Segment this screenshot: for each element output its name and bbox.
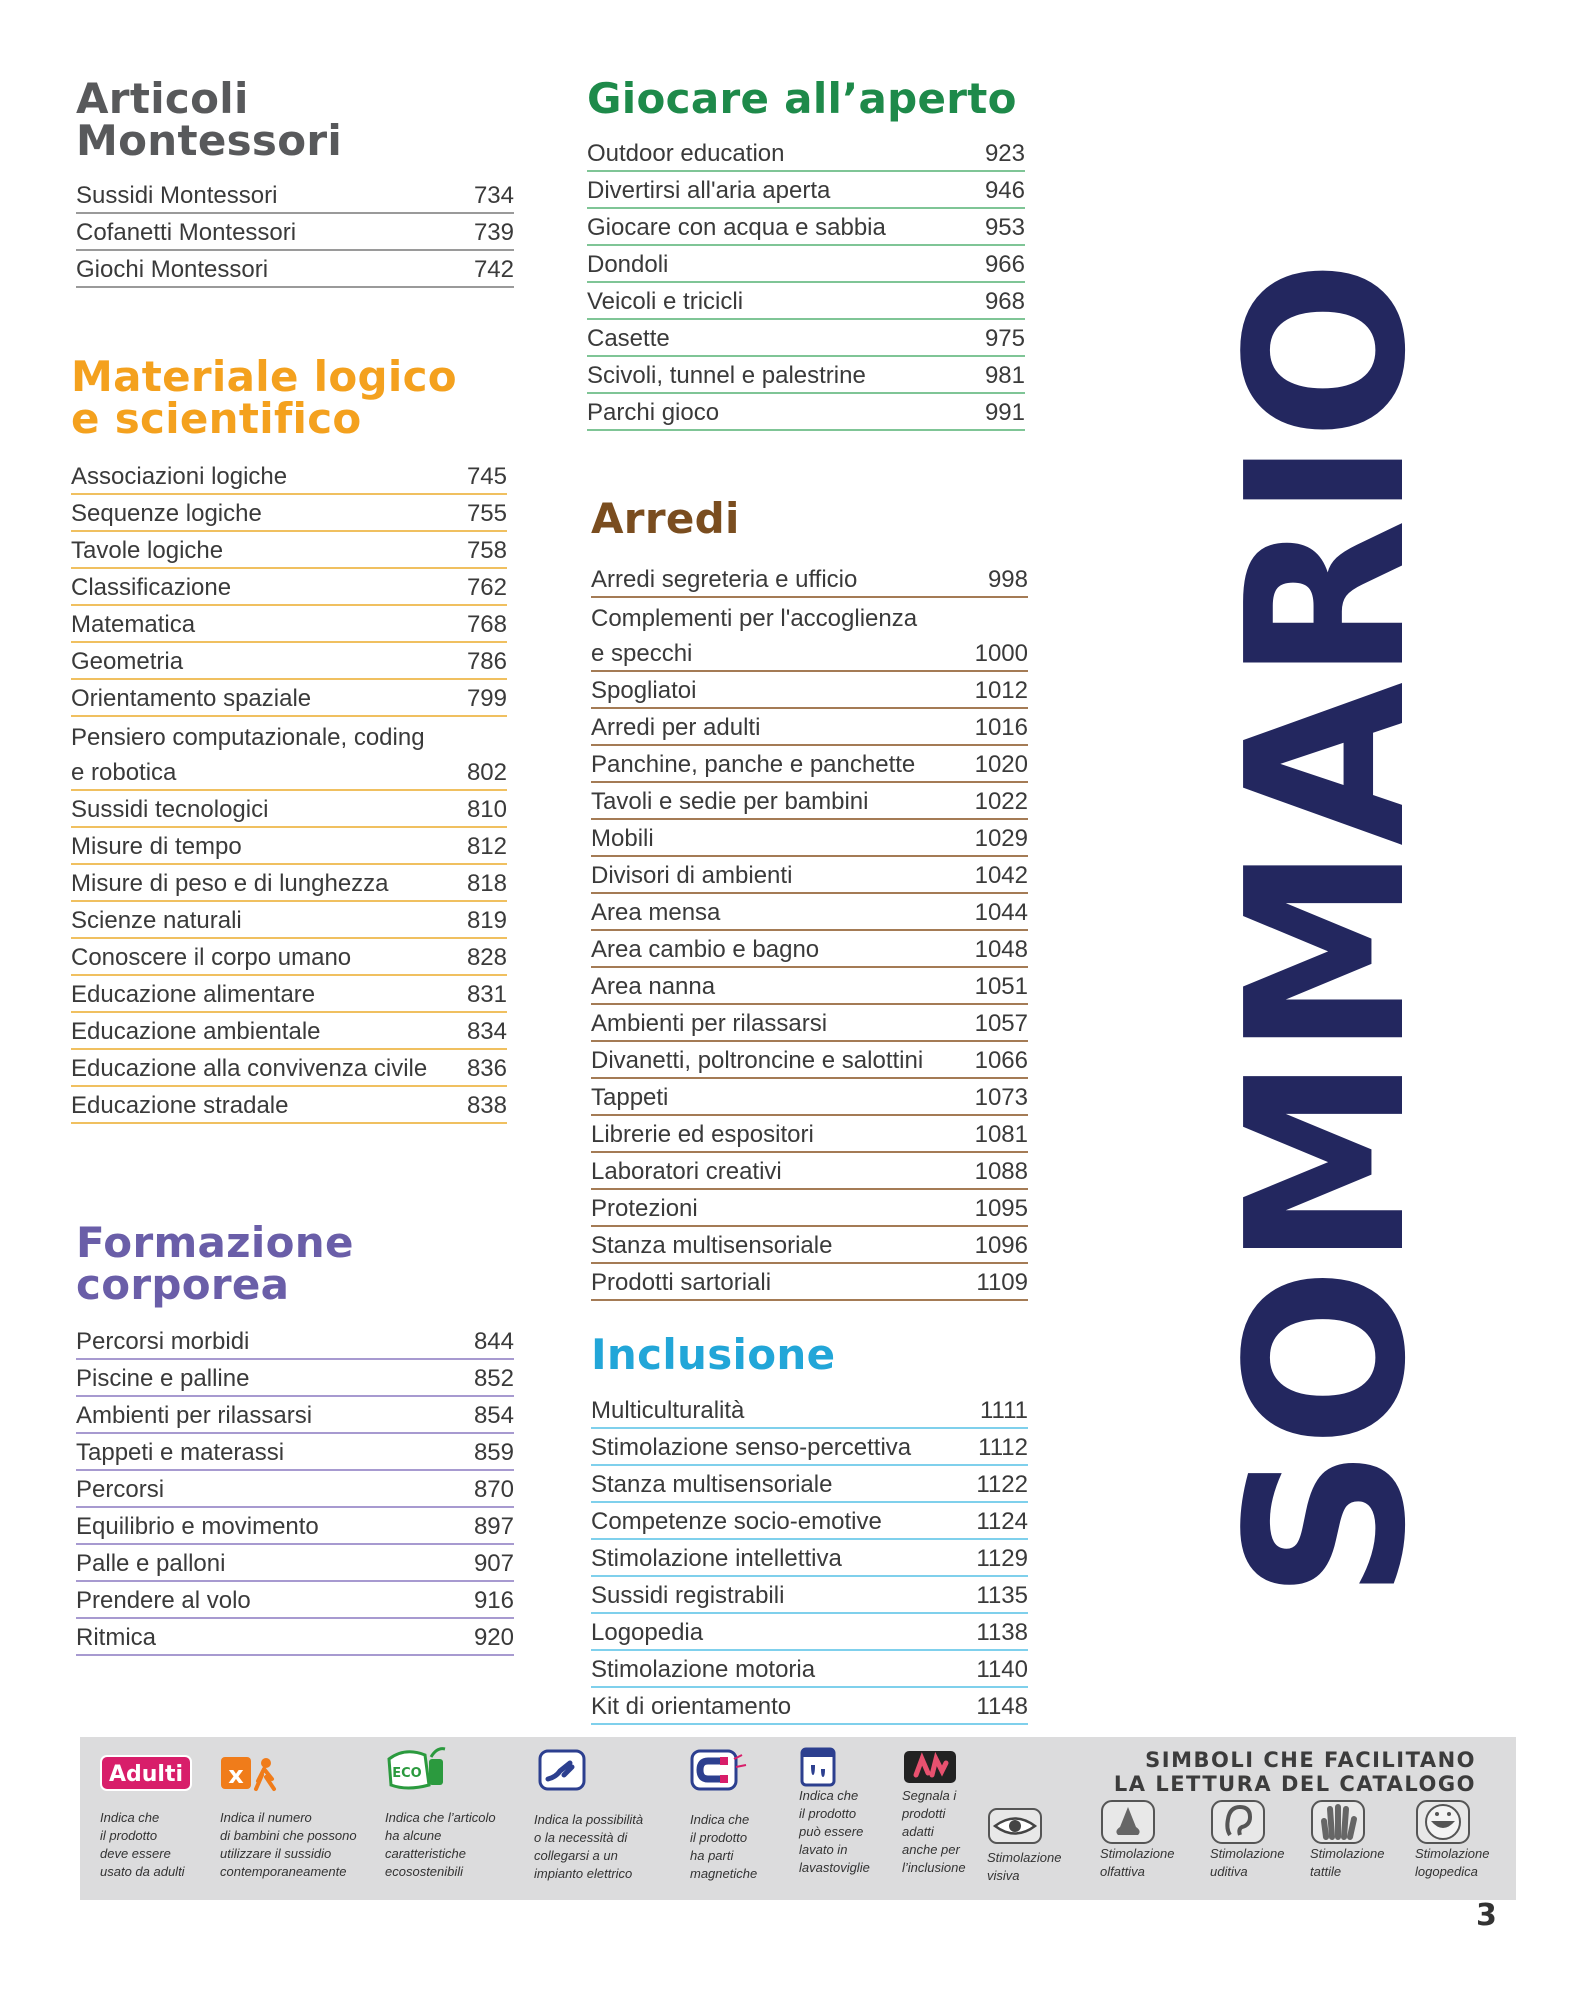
toc-entry (591, 1577, 1028, 1614)
symbol-description: Indica il numero di bambini che possono utilizzare il sussidio contemporaneamente (220, 1810, 357, 1879)
symbol-description: Indica che l’articolo ha alcune caratteristiche ecosostenibili (385, 1810, 496, 1879)
toc-entry-label: Matematica (71, 611, 196, 638)
mouth-icon (1415, 1799, 1471, 1845)
ear-icon (1210, 1799, 1266, 1845)
toc-entry-page: 1081 (974, 1121, 1028, 1148)
svg-text:ECO: ECO (392, 1766, 422, 1781)
toc-entry-page: 870 (473, 1476, 514, 1503)
sommario-text: SOMMARIO (1201, 220, 1454, 1600)
toc-list (587, 135, 1025, 431)
toc-entry-page: 758 (466, 537, 507, 564)
svg-text:x: x (228, 1761, 244, 1789)
toc-list (71, 458, 507, 1124)
toc-entry (71, 1013, 507, 1050)
toc-entry-label: Conoscere il corpo umano (71, 944, 352, 971)
toc-entry-label: Ambienti per rilassarsi (591, 1010, 828, 1037)
nose-icon (1100, 1799, 1156, 1845)
toc-entry (591, 1614, 1028, 1651)
symbols-legend (80, 1737, 1516, 1900)
toc-entry-page: 1112 (978, 1434, 1028, 1461)
toc-entry-page: 852 (473, 1365, 514, 1392)
symbol-description: Stimolazione uditiva (1210, 1846, 1285, 1879)
toc-entry (591, 783, 1028, 820)
symbol-description: Stimolazione logopedica (1415, 1846, 1490, 1879)
toc-entry-page: 1029 (974, 825, 1028, 852)
toc-entry-page: 755 (466, 500, 507, 527)
adulti-icon (100, 1755, 192, 1791)
toc-entry (587, 357, 1025, 394)
toc-entry-label: Casette (587, 325, 670, 352)
toc-list (76, 177, 514, 288)
toc-entry-page: 818 (466, 870, 507, 897)
toc-entry (76, 1619, 514, 1656)
symbol-description: Segnala i prodotti adatti anche per l’inclusione (902, 1788, 966, 1875)
children-count-icon (220, 1755, 280, 1793)
toc-entry-label: Associazioni logiche (71, 463, 288, 490)
toc-entry (591, 1116, 1028, 1153)
toc-entry-label: Prodotti sartoriali (591, 1269, 772, 1296)
symbol-description: Indica la possibilità o la necessità di collegarsi a un impianto elettrico (534, 1812, 644, 1881)
toc-entry-page: 1135 (976, 1582, 1028, 1609)
toc-entry-page: 859 (473, 1439, 514, 1466)
toc-entry-label: Protezioni (591, 1195, 698, 1222)
toc-entry-label: e specchi (591, 640, 693, 667)
toc-entry (76, 1434, 514, 1471)
symbol-eco (385, 1745, 496, 1881)
toc-entry-label: Pensiero computazionale, coding (71, 724, 425, 751)
toc-entry-page: 975 (984, 325, 1025, 352)
toc-entry-page: 1022 (974, 788, 1028, 815)
symbol-description: Indica che il prodotto ha parti magnetiche (690, 1812, 758, 1881)
toc-entry-label: Educazione stradale (71, 1092, 289, 1119)
toc-entry-label: Sussidi Montessori (76, 182, 278, 209)
section-title: Articoli Montessori (76, 74, 343, 165)
toc-entry-label: Orientamento spaziale (71, 685, 312, 712)
page-number: 3 (1476, 1898, 1497, 1933)
toc-entry (591, 857, 1028, 894)
legend-title: SIMBOLI CHE FACILITANO LA LETTURA DEL CATALOGO (1113, 1748, 1476, 1796)
toc-entry-label: Classificazione (71, 574, 232, 601)
toc-entry-page: 739 (473, 219, 514, 246)
toc-entry-label: Outdoor education (587, 140, 785, 167)
toc-entry-page: 1051 (974, 973, 1028, 1000)
symbol-olfattiva (1100, 1799, 1174, 1881)
toc-entry-label: Scivoli, tunnel e palestrine (587, 362, 866, 389)
toc-list (591, 561, 1028, 1301)
toc-entry-page: 799 (466, 685, 507, 712)
toc-entry-page: 907 (473, 1550, 514, 1577)
section-title: Arredi (591, 494, 740, 543)
symbol-magnetic (690, 1749, 757, 1883)
toc-entry-page: 1016 (974, 714, 1028, 741)
hand-icon (1310, 1799, 1366, 1845)
toc-entry (591, 1153, 1028, 1190)
toc-entry-page: 1044 (974, 899, 1028, 926)
magnet-icon (690, 1749, 750, 1791)
toc-entry-label: Complementi per l'accoglienza (591, 605, 918, 632)
toc-entry-page: 1129 (976, 1545, 1028, 1572)
toc-entry-page: 834 (466, 1018, 507, 1045)
toc-entry-page: 768 (466, 611, 507, 638)
toc-entry-label: Dondoli (587, 251, 669, 278)
toc-entry-label: Sussidi tecnologici (71, 796, 269, 823)
symbol-uditiva (1210, 1799, 1284, 1881)
toc-entry (587, 283, 1025, 320)
toc-entry-label: Misure di tempo (71, 833, 242, 860)
toc-entry-page: 1000 (974, 640, 1028, 667)
eco-icon (385, 1745, 449, 1791)
symbol-tattile (1310, 1799, 1384, 1881)
toc-entry (71, 495, 507, 532)
toc-entry-label: Sequenze logiche (71, 500, 262, 527)
toc-entry (71, 680, 507, 717)
toc-entry-page: 923 (984, 140, 1025, 167)
toc-entry (71, 606, 507, 643)
toc-entry-label: Geometria (71, 648, 184, 675)
toc-entry-label: Arredi per adulti (591, 714, 761, 741)
toc-entry-page: 981 (984, 362, 1025, 389)
toc-entry (591, 1190, 1028, 1227)
symbol-adulti (100, 1755, 192, 1881)
toc-entry-page: 762 (466, 574, 507, 601)
toc-entry (71, 754, 507, 791)
toc-entry-page: 1057 (974, 1010, 1028, 1037)
toc-entry (71, 902, 507, 939)
toc-entry (76, 251, 514, 288)
toc-entry (76, 1545, 514, 1582)
toc-entry-page: 745 (466, 463, 507, 490)
toc-entry (71, 828, 507, 865)
toc-entry-page: 1109 (976, 1269, 1028, 1296)
toc-entry-page: 1140 (976, 1656, 1028, 1683)
toc-entry-label: Educazione alla convivenza civile (71, 1055, 428, 1082)
toc-entry-label: Ritmica (76, 1624, 157, 1651)
toc-entry (587, 246, 1025, 283)
toc-entry-label: Spogliatoi (591, 677, 697, 704)
toc-entry (591, 1540, 1028, 1577)
toc-entry-page: 1048 (974, 936, 1028, 963)
toc-entry-page: 1122 (976, 1471, 1028, 1498)
toc-entry (591, 1005, 1028, 1042)
toc-entry-page: 916 (473, 1587, 514, 1614)
toc-entry (587, 394, 1025, 431)
toc-list (591, 1392, 1028, 1725)
toc-entry-label: Divertirsi all'aria aperta (587, 177, 831, 204)
toc-entry (591, 561, 1028, 598)
toc-entry (591, 1227, 1028, 1264)
toc-entry-label: Ambienti per rilassarsi (76, 1402, 313, 1429)
toc-entry-label: Percorsi morbidi (76, 1328, 250, 1355)
toc-entry-label: Giocare con acqua e sabbia (587, 214, 886, 241)
toc-entry-page: 836 (466, 1055, 507, 1082)
toc-entry (76, 1323, 514, 1360)
toc-entry-page: 1066 (974, 1047, 1028, 1074)
section-articoli-montessori (76, 74, 514, 288)
toc-entry (591, 1264, 1028, 1301)
symbol-description: Stimolazione visiva (987, 1850, 1062, 1883)
toc-entry-page: 1138 (976, 1619, 1028, 1646)
toc-entry-page: 1096 (974, 1232, 1028, 1259)
section-inclusione (591, 1330, 1028, 1725)
toc-entry-page: 920 (473, 1624, 514, 1651)
toc-entry-page: 734 (473, 182, 514, 209)
toc-entry-label: Stanza multisensoriale (591, 1471, 833, 1498)
toc-entry (591, 709, 1028, 746)
toc-entry-page: 897 (473, 1513, 514, 1540)
toc-entry-label: Percorsi (76, 1476, 165, 1503)
toc-entry-label: Mobili (591, 825, 654, 852)
toc-entry-label: Educazione ambientale (71, 1018, 321, 1045)
toc-entry (591, 1079, 1028, 1116)
toc-entry (71, 791, 507, 828)
toc-entry (76, 1508, 514, 1545)
toc-entry (591, 1392, 1028, 1429)
toc-entry (587, 172, 1025, 209)
section-title: Inclusione (591, 1330, 836, 1379)
toc-entry (591, 635, 1028, 672)
toc-entry-label: Stimolazione senso-percettiva (591, 1434, 912, 1461)
toc-entry (591, 1042, 1028, 1079)
toc-entry-label: Stanza multisensoriale (591, 1232, 833, 1259)
toc-entry (591, 1429, 1028, 1466)
toc-entry (591, 1466, 1028, 1503)
toc-entry-page: 844 (473, 1328, 514, 1355)
toc-entry (591, 672, 1028, 709)
toc-entry (71, 717, 507, 754)
toc-entry (591, 1651, 1028, 1688)
section-title: Materiale logico e scientifico (71, 352, 457, 443)
toc-entry-page: 1042 (974, 862, 1028, 889)
toc-entry-page: 1124 (976, 1508, 1028, 1535)
toc-entry-label: Divisori di ambienti (591, 862, 793, 889)
toc-entry-label: Misure di peso e di lunghezza (71, 870, 389, 897)
toc-entry (71, 643, 507, 680)
symbol-logopedica (1415, 1799, 1489, 1881)
toc-entry-label: Multiculturalità (591, 1397, 745, 1424)
toc-entry (591, 820, 1028, 857)
inclusion-icon (902, 1749, 960, 1785)
section-title: Giocare all’aperto (587, 74, 1017, 123)
toc-entry-label: Scienze naturali (71, 907, 242, 934)
toc-entry-page: 966 (984, 251, 1025, 278)
toc-entry (591, 894, 1028, 931)
toc-entry-page: 819 (466, 907, 507, 934)
toc-entry-label: Tappeti (591, 1084, 669, 1111)
toc-entry (71, 939, 507, 976)
toc-entry (591, 1688, 1028, 1725)
electric-plug-icon (534, 1749, 590, 1791)
toc-entry (587, 320, 1025, 357)
toc-entry-label: Area cambio e bagno (591, 936, 820, 963)
toc-entry-page: 1012 (974, 677, 1028, 704)
toc-entry-page: 1073 (974, 1084, 1028, 1111)
toc-entry (591, 931, 1028, 968)
toc-entry-label: Equilibrio e movimento (76, 1513, 319, 1540)
toc-entry (76, 177, 514, 214)
symbol-visiva (987, 1807, 1061, 1885)
toc-entry (71, 569, 507, 606)
toc-entry-label: Palle e palloni (76, 1550, 226, 1577)
toc-entry-page: 1111 (979, 1397, 1028, 1424)
section-title: Formazione corporea (76, 1218, 354, 1309)
toc-entry (591, 598, 1028, 635)
toc-entry-label: Veicoli e tricicli (587, 288, 744, 315)
toc-entry-label: Tappeti e materassi (76, 1439, 285, 1466)
toc-entry-label: Cofanetti Montessori (76, 219, 297, 246)
toc-entry-page: 854 (473, 1402, 514, 1429)
toc-entry-label: Educazione alimentare (71, 981, 316, 1008)
toc-entry-page: 786 (466, 648, 507, 675)
symbol-description: Indica che il prodotto deve essere usato da adulti (100, 1810, 185, 1879)
toc-entry (591, 746, 1028, 783)
toc-list (76, 1323, 514, 1656)
toc-entry (591, 1503, 1028, 1540)
toc-entry-label: Logopedia (591, 1619, 704, 1646)
toc-entry-label: Piscine e palline (76, 1365, 250, 1392)
toc-entry-label: Tavole logiche (71, 537, 224, 564)
toc-entry (71, 976, 507, 1013)
toc-entry-label: Divanetti, poltroncine e salottini (591, 1047, 924, 1074)
dishwasher-icon (799, 1747, 839, 1787)
toc-entry-page: 1088 (974, 1158, 1028, 1185)
toc-entry-label: Giochi Montessori (76, 256, 269, 283)
toc-entry-page: 953 (984, 214, 1025, 241)
toc-entry-page: 1020 (974, 751, 1028, 778)
toc-entry-label: Sussidi registrabili (591, 1582, 785, 1609)
toc-entry (71, 865, 507, 902)
toc-entry-page: 831 (466, 981, 507, 1008)
toc-entry-label: Panchine, panche e panchette (591, 751, 916, 778)
toc-entry-label: Prendere al volo (76, 1587, 251, 1614)
toc-entry (76, 1471, 514, 1508)
section-materiale-logico (71, 352, 507, 1124)
symbol-description: Stimolazione tattile (1310, 1846, 1385, 1879)
toc-entry-page: 828 (466, 944, 507, 971)
toc-entry-page: 991 (984, 399, 1025, 426)
toc-entry-page: 838 (466, 1092, 507, 1119)
toc-entry (76, 1360, 514, 1397)
symbol-electric (534, 1749, 643, 1883)
symbol-dishwasher (799, 1747, 870, 1877)
toc-entry (591, 968, 1028, 1005)
section-formazione-corporea (76, 1218, 514, 1656)
toc-entry-page: 810 (466, 796, 507, 823)
toc-entry-page: 968 (984, 288, 1025, 315)
toc-entry-label: Kit di orientamento (591, 1693, 792, 1720)
toc-entry-label: Librerie ed espositori (591, 1121, 814, 1148)
symbol-description: Indica che il prodotto può essere lavato in lavastoviglie (799, 1788, 870, 1875)
toc-entry-label: e robotica (71, 759, 177, 786)
toc-entry-page: 998 (987, 566, 1028, 593)
toc-entry-label: Parchi gioco (587, 399, 720, 426)
toc-entry-page: 742 (473, 256, 514, 283)
toc-entry (71, 532, 507, 569)
toc-entry (76, 1397, 514, 1434)
toc-entry-label: Tavoli e sedie per bambini (591, 788, 869, 815)
toc-entry (76, 1582, 514, 1619)
sommario-title (1201, 220, 1454, 1600)
toc-entry (76, 214, 514, 251)
toc-entry-label: Area nanna (591, 973, 716, 1000)
toc-entry-page: 1148 (976, 1693, 1028, 1720)
toc-entry-page: 1095 (974, 1195, 1028, 1222)
toc-entry-page: 802 (466, 759, 507, 786)
toc-entry-page: 812 (466, 833, 507, 860)
toc-entry (587, 135, 1025, 172)
toc-entry-page: 946 (984, 177, 1025, 204)
svg-text:Adulti: Adulti (108, 1762, 184, 1787)
toc-entry-label: Laboratori creativi (591, 1158, 782, 1185)
toc-entry (71, 458, 507, 495)
symbol-description: Stimolazione olfattiva (1100, 1846, 1175, 1879)
symbol-children-count (220, 1755, 357, 1881)
toc-entry (71, 1050, 507, 1087)
section-giocare-aperto (587, 74, 1025, 431)
symbol-inclusione (902, 1749, 966, 1877)
toc-entry-label: Arredi segreteria e ufficio (591, 566, 858, 593)
eye-icon (987, 1807, 1043, 1845)
toc-entry-label: Stimolazione motoria (591, 1656, 816, 1683)
toc-entry-label: Competenze socio-emotive (591, 1508, 882, 1535)
toc-entry-label: Stimolazione intellettiva (591, 1545, 842, 1572)
toc-entry (71, 1087, 507, 1124)
section-arredi (591, 494, 1028, 1301)
toc-entry (587, 209, 1025, 246)
toc-entry-label: Area mensa (591, 899, 721, 926)
